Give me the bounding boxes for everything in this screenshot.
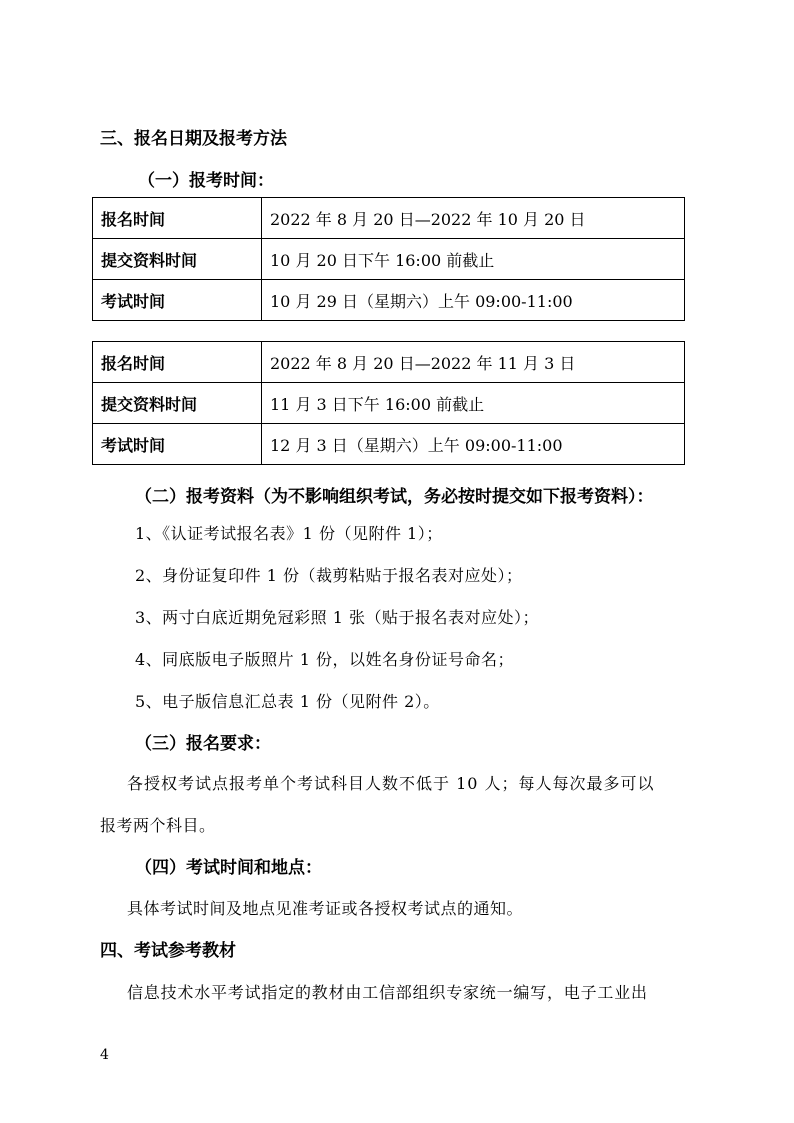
requirement-text-line-2: 报考两个科目。: [100, 816, 216, 835]
table-cell-label: 报名时间: [93, 342, 262, 383]
schedule-table-1: [92, 197, 685, 321]
subsection-4-title: （四）考试时间和地点：: [135, 858, 322, 878]
table-cell-label: 考试时间: [93, 280, 262, 321]
table-cell-value: 2022 年 8 月 20 日—2022 年 10 月 20 日: [262, 198, 685, 239]
table-cell-label: 提交资料时间: [93, 383, 262, 424]
subsection-3-title: （三）报名要求：: [135, 734, 271, 754]
table-cell-value: 10 月 20 日下午 16:00 前截止: [262, 239, 685, 280]
table-cell-label: 考试时间: [93, 424, 262, 465]
list-item: 1、《认证考试报名表》1 份（见附件 1）；: [135, 524, 443, 543]
section-4-title: 四、考试参考教材: [100, 941, 236, 961]
table-cell-value: 10 月 29 日（星期六）上午 09:00-11:00: [262, 280, 685, 321]
table-row: [93, 239, 685, 280]
subsection-1-title: （一）报考时间：: [138, 171, 274, 191]
schedule-table-2: [92, 341, 685, 465]
table-row: [93, 424, 685, 465]
table-cell-value: 11 月 3 日下午 16:00 前截止: [262, 383, 685, 424]
subsection-2-title: （二）报考资料（为不影响组织考试，务必按时提交如下报考资料）：: [135, 487, 654, 507]
table-cell-label: 提交资料时间: [93, 239, 262, 280]
page-number: 4: [100, 1047, 109, 1063]
requirement-text-line-1: 各授权考试点报考单个考试科目人数不低于 10 人；每人每次最多可以: [127, 774, 655, 793]
section-3-title: 三、报名日期及报考方法: [100, 129, 287, 149]
list-item: 3、两寸白底近期免冠彩照 1 张（贴于报名表对应处）；: [135, 608, 540, 627]
textbook-text: 信息技术水平考试指定的教材由工信部组织专家统一编写，电子工业出: [127, 983, 648, 1002]
location-text: 具体考试时间及地点见准考证或各授权考试点的通知。: [127, 899, 524, 918]
table-cell-value: 12 月 3 日（星期六）上午 09:00-11:00: [262, 424, 685, 465]
list-item: 4、同底版电子版照片 1 份，以姓名身份证号命名；: [135, 650, 515, 669]
list-item: 5、电子版信息汇总表 1 份（见附件 2）。: [135, 692, 440, 711]
table-row: [93, 342, 685, 383]
list-item: 2、身份证复印件 1 份（裁剪粘贴于报名表对应处）；: [135, 566, 523, 585]
table-row: [93, 280, 685, 321]
table-row: [93, 198, 685, 239]
table-cell-label: 报名时间: [93, 198, 262, 239]
table-cell-value: 2022 年 8 月 20 日—2022 年 11 月 3 日: [262, 342, 685, 383]
table-row: [93, 383, 685, 424]
